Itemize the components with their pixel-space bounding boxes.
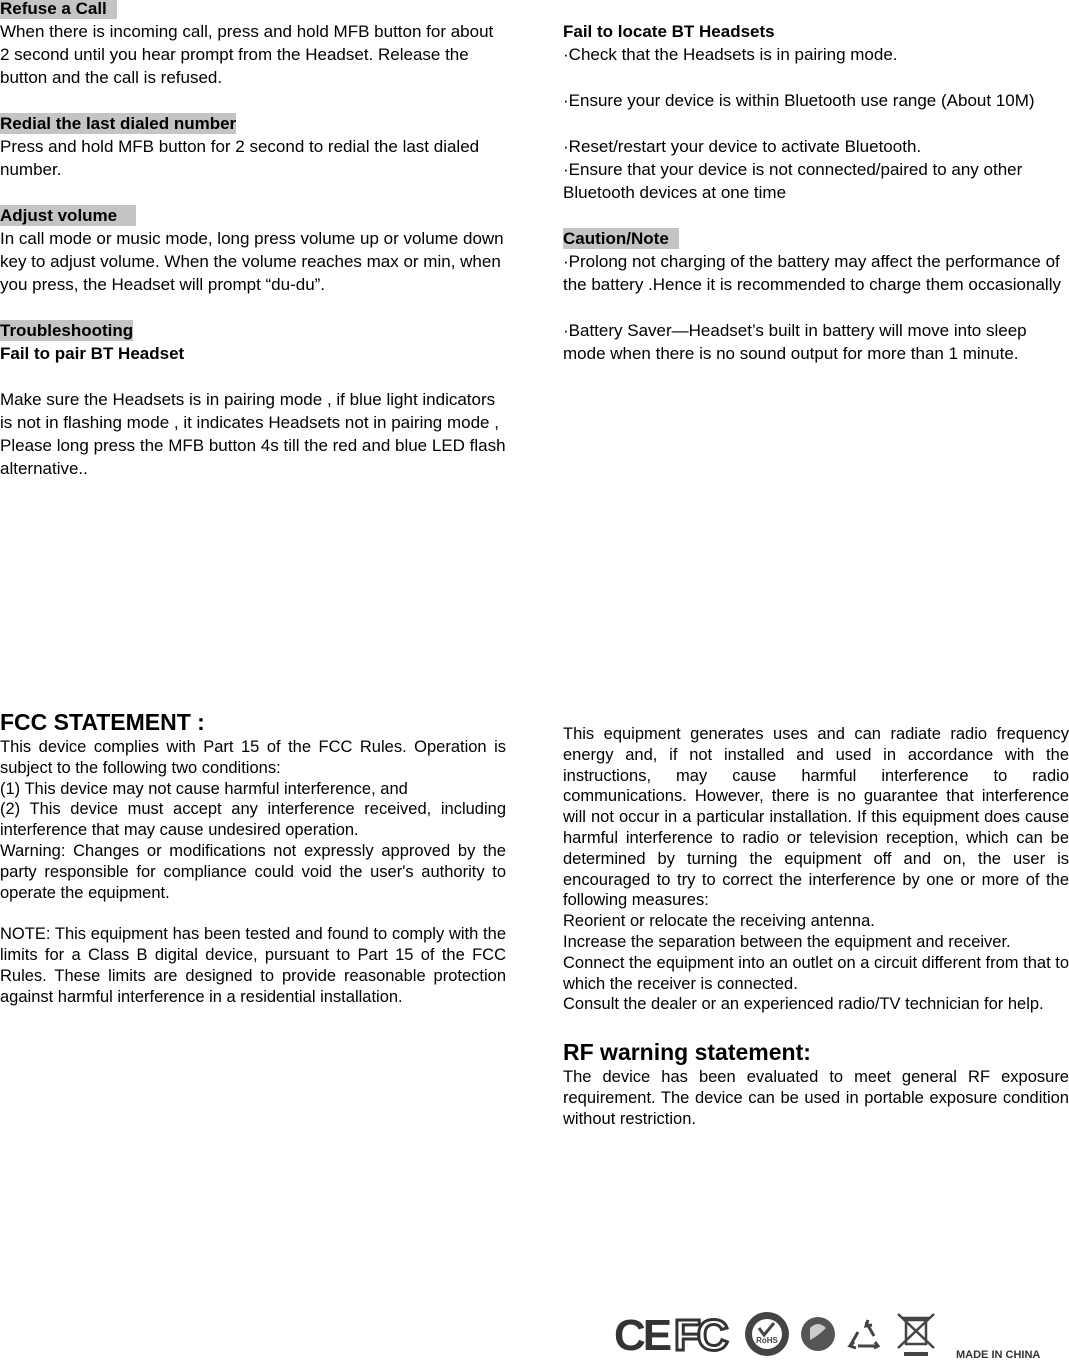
weee-bin-icon [898,1314,934,1356]
fcc-note: NOTE: This equipment has been tested and found to comply with the limits for a Class B digital device, pursuant to Part 15 of the FCC Rules. These limits are designed to provide reasonable protection against harmful interference in a residential installation. [0,925,506,1006]
fail-pair-body: Make sure the Headsets is in pairing mode , if blue light indicators is not in flashing mode , it indicates Headsets not in pairing mode , Please long press the MFB button 4s till the red and blue LED flash alternative.. [0,390,506,478]
rf-warning-title: RF warning statement: [563,1038,811,1065]
fcc-condition-1: (1) This device may not cause harmful interference, and [0,779,408,798]
redial-body: Press and hold MFB button for 2 second to redial the last dialed number. [0,137,480,179]
fail-pair-heading: Fail to pair BT Headset [0,344,185,363]
green-dot-icon [801,1317,835,1351]
interference-paragraph: This equipment generates uses and can radiate radio frequency energy and, if not installed and used in accordance with the instructions, may cause harmful interference to radio communications. However, there is no guarantee that interference will not occur in a particular installation. If this equipment does cause harmful interference to radio or television reception, which can be determined by turning the equipment off and on, the user is encouraged to try to correct the interference by one or more of the following measures: [563,725,1069,910]
locate-item-3: ·Reset/restart your device to activate Bluetooth. [563,137,922,156]
svg-text:FC: FC [674,1311,725,1358]
fcc-condition-2: (2) This device must accept any interference received, including interference that may cause undesired operation. [0,800,506,840]
rf-warning-body: The device has been evaluated to meet general RF exposure requirement. The device can be used in portable exposure condition without restriction. [563,1067,1069,1128]
fcc-statement-column [0,708,506,1007]
adjust-volume-heading: Adjust volume [0,205,136,226]
recycle-icon [850,1320,878,1348]
locate-item-1: ·Check that the Headsets is in pairing mode. [563,45,898,64]
redial-heading: Redial the last dialed number [0,114,237,133]
caution-item-2: ·Battery Saver—Headset’s built in battery will move into sleep mode when there is no sound output for more than 1 minute. [563,321,1027,363]
locate-item-2: ·Ensure your device is within Bluetooth use range (About 10M) [563,91,1035,110]
caution-item-1: ·Prolong not charging of the battery may affect the performance of the battery .Hence it is recommended to charge them occasionally [563,252,1061,294]
fcc-interference-column [563,724,1069,1129]
fcc-mark-icon [674,1311,728,1358]
refuse-call-heading: Refuse a Call [0,0,117,19]
svg-text:RoHS: RoHS [756,1336,778,1345]
fcc-paragraph-1: This device complies with Part 15 of the FCC Rules. Operation is subject to the following two conditions: [0,738,506,777]
rohs-icon [745,1312,789,1356]
measure-1: Reorient or relocate the receiving antenna. [563,912,875,931]
refuse-call-body: When there is incoming call, press and hold MFB button for about 2 second until you hear prompt from the Headset. Release the button and the call is refused. [0,22,494,87]
right-top-column [563,20,1069,365]
compliance-logos [612,1306,1058,1358]
adjust-volume-body: In call mode or music mode, long press volume up or volume down key to adjust volume. When the volume reaches max or min, when you press, the Headset will prompt “du-du”. [0,229,504,294]
locate-item-4: ·Ensure that your device is not connected/paired to any other Bluetooth devices at one time [563,160,1023,202]
ce-mark-icon [614,1311,671,1358]
measure-4: Consult the dealer or an experienced radio/TV technician for help. [563,995,1044,1014]
left-top-column [0,0,506,480]
svg-text:CE: CE [614,1311,670,1358]
fcc-title: FCC STATEMENT : [0,709,205,735]
measure-3: Connect the equipment into an outlet on a circuit different from that to which the receiver is connected. [563,953,1069,993]
fail-locate-heading: Fail to locate BT Headsets [563,22,775,41]
made-in-china-label: MADE IN CHINA [956,1349,1041,1358]
caution-heading: Caution/Note [563,228,679,249]
troubleshooting-heading: Troubleshooting [0,321,134,340]
measure-2: Increase the separation between the equipment and receiver. [563,932,1011,951]
fcc-warning: Warning: Changes or modifications not expressly approved by the party responsible for compliance could void the user's authority to operate the equipment. [0,841,506,902]
